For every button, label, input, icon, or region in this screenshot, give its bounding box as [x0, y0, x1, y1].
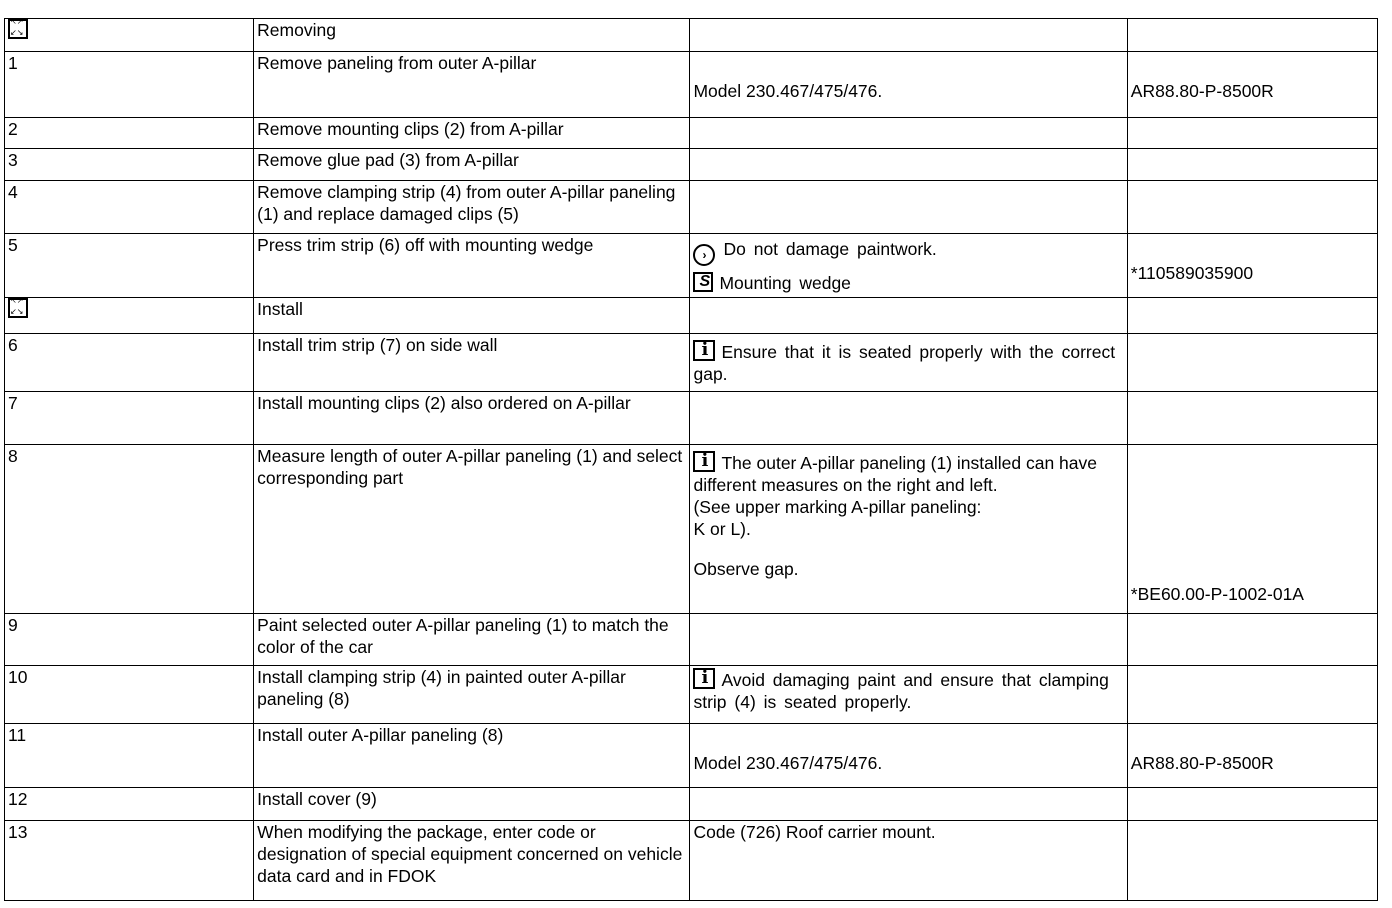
ref-cell — [1127, 334, 1377, 392]
task-cell: Remove clamping strip (4) from outer A-pillar paneling (1) and replace damaged clips (5) — [254, 181, 690, 234]
note-cell — [690, 392, 1127, 445]
note-text: Ensure that it is seated properly with the correct gap. — [693, 342, 1116, 384]
note-cell — [690, 821, 1127, 901]
table-row — [5, 666, 1378, 724]
ref-cell — [1127, 614, 1377, 666]
table-row — [5, 724, 1378, 788]
reference-link[interactable]: *BE60.00-P-1002-01A — [1130, 584, 1304, 604]
note-text: The outer A-pillar paneling (1) installed can have different measures on the right and left. — [693, 453, 1097, 495]
table-row — [5, 234, 1378, 298]
step-cell: 6 — [5, 334, 254, 392]
task-cell: Install outer A-pillar paneling (8) — [254, 724, 690, 788]
step-cell — [5, 19, 254, 52]
ref-cell — [1127, 788, 1377, 821]
step-cell: 10 — [5, 666, 254, 724]
task-cell: Remove mounting clips (2) from A-pillar — [254, 118, 690, 149]
step-cell: 4 — [5, 181, 254, 234]
note-cell — [690, 724, 1127, 788]
note-cell — [690, 149, 1127, 181]
reference-link[interactable]: AR88.80-P-8500R — [1130, 81, 1274, 101]
task-cell: Measure length of outer A-pillar paneling (1) and select corresponding part — [254, 445, 690, 614]
note-text: Avoid damaging paint and ensure that clamping strip (4) is seated properly. — [693, 670, 1109, 712]
install-arrows-icon — [8, 298, 28, 318]
step-cell — [5, 298, 254, 334]
special-tool-icon — [693, 272, 713, 292]
table-row — [5, 118, 1378, 149]
table-row — [5, 392, 1378, 445]
note-cell — [690, 52, 1127, 118]
ref-cell — [1127, 298, 1377, 334]
step-cell: 13 — [5, 821, 254, 901]
task-cell: Install — [254, 298, 690, 334]
note-text: (See upper marking A-pillar paneling: — [693, 497, 982, 517]
expand-arrows-icon — [8, 19, 28, 39]
reference-link[interactable]: AR88.80-P-8500R — [1130, 753, 1274, 773]
note-cell — [690, 334, 1127, 392]
note-text: Model 230.467/475/476. — [693, 753, 883, 773]
table-row — [5, 788, 1378, 821]
task-cell: Remove paneling from outer A-pillar — [254, 52, 690, 118]
note-cell — [690, 445, 1127, 614]
ref-cell — [1127, 181, 1377, 234]
note-text: Model 230.467/475/476. — [693, 81, 883, 101]
note-cell — [690, 181, 1127, 234]
note-cell — [690, 298, 1127, 334]
step-cell: 7 — [5, 392, 254, 445]
info-icon — [693, 451, 715, 472]
ref-cell — [1127, 149, 1377, 181]
step-cell: 2 — [5, 118, 254, 149]
table-row — [5, 445, 1378, 614]
step-cell: 8 — [5, 445, 254, 614]
note-cell — [690, 19, 1127, 52]
note-text: K or L). — [693, 519, 751, 539]
note-text: Observe gap. — [693, 559, 799, 579]
task-cell: Install mounting clips (2) also ordered on A-pillar — [254, 392, 690, 445]
ref-cell — [1127, 52, 1377, 118]
caution-arrow-icon: › — [693, 244, 715, 266]
task-cell: Install clamping strip (4) in painted outer A-pillar paneling (8) — [254, 666, 690, 724]
task-cell: Install cover (9) — [254, 788, 690, 821]
task-cell: Removing — [254, 19, 690, 52]
table-row — [5, 181, 1378, 234]
ref-cell — [1127, 392, 1377, 445]
note-cell — [690, 118, 1127, 149]
table-row — [5, 334, 1378, 392]
task-cell: Install trim strip (7) on side wall — [254, 334, 690, 392]
ref-cell — [1127, 724, 1377, 788]
table-row — [5, 614, 1378, 666]
step-cell: 11 — [5, 724, 254, 788]
procedure-table — [4, 18, 1378, 901]
note-cell — [690, 234, 1127, 298]
table-row — [5, 821, 1378, 901]
note-cell — [690, 614, 1127, 666]
step-cell: 5 — [5, 234, 254, 298]
step-cell: 9 — [5, 614, 254, 666]
ref-cell — [1127, 445, 1377, 614]
table-row — [5, 298, 1378, 334]
note-cell — [690, 666, 1127, 724]
ref-cell — [1127, 19, 1377, 52]
step-cell: 1 — [5, 52, 254, 118]
ref-cell — [1127, 666, 1377, 724]
task-cell: Press trim strip (6) off with mounting wedge — [254, 234, 690, 298]
note-text: Mounting wedge — [719, 273, 851, 293]
task-cell: When modifying the package, enter code or designation of special equipment concerned on vehicle data card and in FDOK — [254, 821, 690, 901]
ref-cell — [1127, 234, 1377, 298]
task-cell: Remove glue pad (3) from A-pillar — [254, 149, 690, 181]
table-row — [5, 149, 1378, 181]
step-cell: 3 — [5, 149, 254, 181]
note-text: Do not damage paintwork. — [723, 239, 937, 259]
reference-link[interactable]: *110589035900 — [1130, 263, 1254, 283]
note-text: Code (726) Roof carrier mount. — [693, 822, 936, 842]
info-icon — [693, 668, 715, 689]
ref-cell — [1127, 118, 1377, 149]
info-icon — [693, 340, 715, 361]
note-cell — [690, 788, 1127, 821]
step-cell: 12 — [5, 788, 254, 821]
task-cell: Paint selected outer A-pillar paneling (1) to match the color of the car — [254, 614, 690, 666]
table-row — [5, 52, 1378, 118]
table-row — [5, 19, 1378, 52]
ref-cell — [1127, 821, 1377, 901]
